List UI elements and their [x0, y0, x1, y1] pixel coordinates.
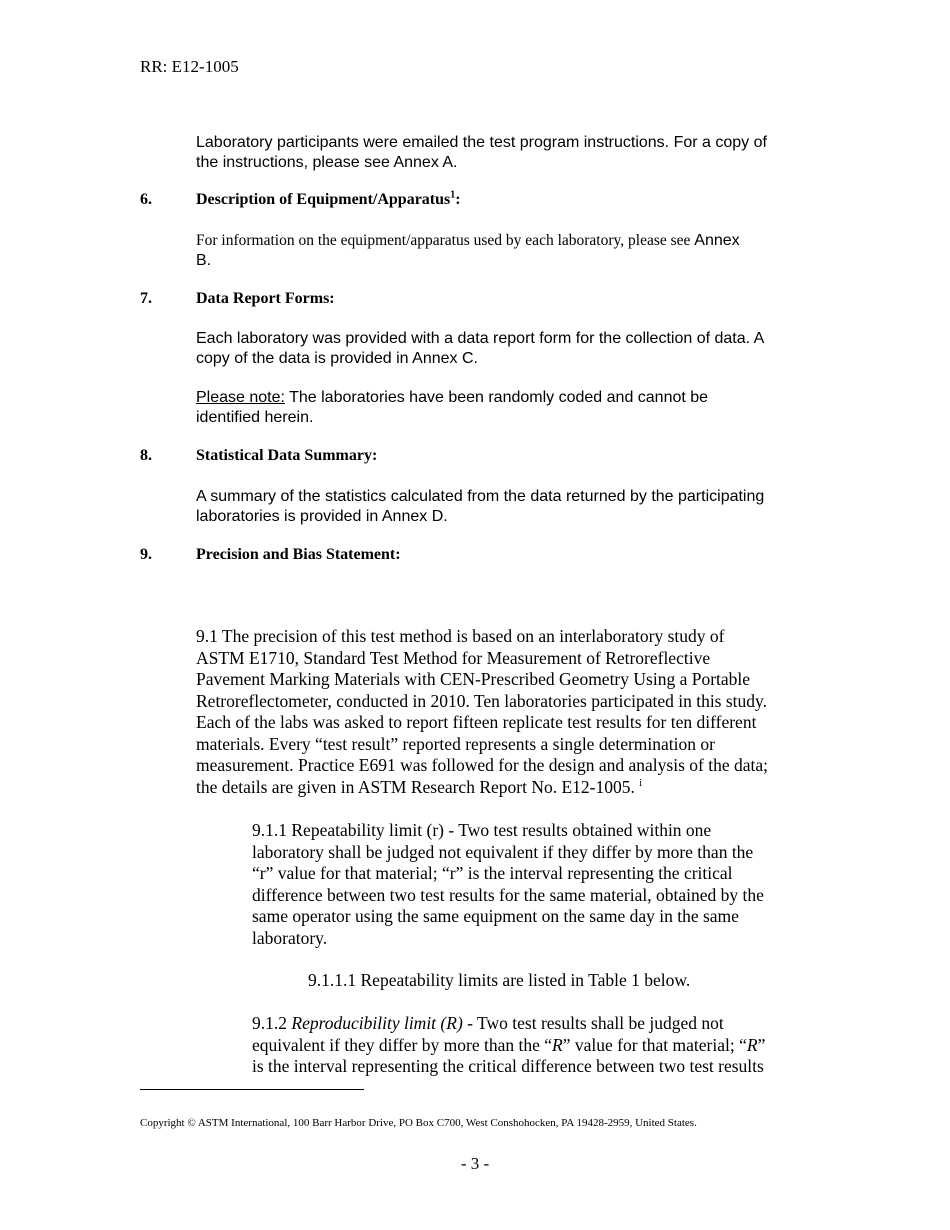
footnote-divider: [140, 1089, 364, 1090]
section-8-body: [196, 487, 764, 527]
section-8-body-line: A summary of the statistics calculated from the data returned by the participating: [196, 488, 765, 505]
paragraph-text: equivalent if they differ by more than the “: [252, 1034, 552, 1055]
section-number: 8.: [140, 447, 152, 464]
note-label: Please note:: [196, 389, 285, 406]
paragraph-9-1-1: [252, 820, 764, 949]
paragraph-line: laboratory.: [252, 927, 328, 948]
section-7-note: [196, 388, 708, 428]
section-8-heading: [140, 447, 840, 469]
section-number: 9.: [140, 546, 152, 563]
section-7-body-line: Each laboratory was provided with a data report form for the collection of data. A: [196, 330, 765, 347]
annex-b-text: Annex: [694, 232, 740, 249]
section-number: 6.: [140, 191, 152, 208]
paragraph-line: difference between two test results for the same material, obtained by the: [252, 884, 764, 905]
paragraph-line: Retroreflectometer, conducted in 2010. Ten laboratories participated in this study.: [196, 690, 768, 711]
paragraph-9-1-1-1: 9.1.1.1 Repeatability limits are listed in Table 1 below.: [308, 970, 691, 990]
symbol-r: R: [746, 1034, 758, 1055]
paragraph-line: “r” value for that material; “r” is the interval representing the critical: [252, 863, 733, 883]
paragraph-line: the details are given in ASTM Research Report No. E12-1005.: [196, 776, 635, 797]
section-title: Statistical Data Summary:: [196, 447, 378, 464]
paragraph-line: is the interval representing the critical difference between two test results: [252, 1056, 764, 1076]
paragraph-line: 9.1 The precision of this test method is based on an interlaboratory study of: [196, 626, 725, 646]
reproducibility-term: Reproducibility limit (R): [291, 1013, 463, 1033]
paragraph-line: 9.1.1 Repeatability limit (r) - Two test results obtained within one: [252, 820, 712, 840]
paragraph-line: Pavement Marking Materials with CEN-Prescribed Geometry Using a Portable: [196, 669, 751, 689]
section-6-body-text: For information on the equipment/apparatus used by each laboratory, please see: [196, 232, 695, 249]
note-text: The laboratories have been randomly coded and cannot be: [284, 389, 709, 406]
paragraph-line: ASTM E1710, Standard Test Method for Measurement of Retroreflective: [196, 647, 711, 668]
footnote-mark: 1: [450, 189, 456, 201]
section-9-heading: [140, 546, 840, 568]
intro-line: Laboratory participants were emailed the test program instructions. For a copy of: [196, 134, 767, 151]
section-title: Data Report Forms:: [196, 290, 335, 307]
section-title-suffix: :: [455, 191, 461, 208]
section-8-body-line: laboratories is provided in Annex D.: [196, 508, 448, 525]
paragraph-line: Each of the labs was asked to report fifteen replicate test results for ten different: [196, 712, 757, 732]
note-line: identified herein.: [196, 409, 314, 426]
paragraph-9-1-2: [252, 1013, 765, 1078]
section-title-text: Description of Equipment/Apparatus: [196, 191, 451, 208]
section-7-body: [196, 329, 764, 369]
section-number: 7.: [140, 290, 152, 307]
paragraph-line: materials. Every “test result” reported represents a single determination or: [196, 733, 715, 754]
intro-paragraph: [196, 133, 767, 173]
paragraph-prefix: 9.1.2: [252, 1013, 292, 1033]
page-number: - 3 -: [460, 1154, 490, 1173]
section-6-body: [196, 231, 740, 271]
section-title: Precision and Bias Statement:: [196, 546, 401, 563]
paragraph-line: same operator using the same equipment on the same day in the same: [252, 906, 739, 926]
section-6-body-line: B.: [196, 252, 212, 269]
section-7-body-line: copy of the data is provided in Annex C.: [196, 350, 478, 367]
endnote-mark: i: [639, 777, 643, 789]
intro-line: the instructions, please see Annex A.: [196, 154, 458, 171]
paragraph-line: laboratory shall be judged not equivalent if they differ by more than the: [252, 841, 754, 862]
paragraph-text: ”: [757, 1034, 766, 1055]
paragraph-9-1: [196, 626, 768, 798]
symbol-r: R: [552, 1034, 563, 1055]
paragraph-text: - Two test results shall be judged not: [462, 1013, 724, 1033]
section-7-heading: [140, 290, 840, 312]
section-6-heading: [140, 191, 840, 213]
paragraph-line: measurement. Practice E691 was followed for the design and analysis of the data;: [196, 755, 768, 775]
copyright-footnote: Copyright © ASTM International, 100 Barr Harbor Drive, PO Box C700, West Conshohocken, PA 19428-2959, United States.: [140, 1117, 697, 1129]
report-id-header: RR: E12-1005: [140, 57, 239, 76]
section-title: [196, 191, 461, 209]
paragraph-text: ” value for that material; “: [562, 1034, 747, 1055]
